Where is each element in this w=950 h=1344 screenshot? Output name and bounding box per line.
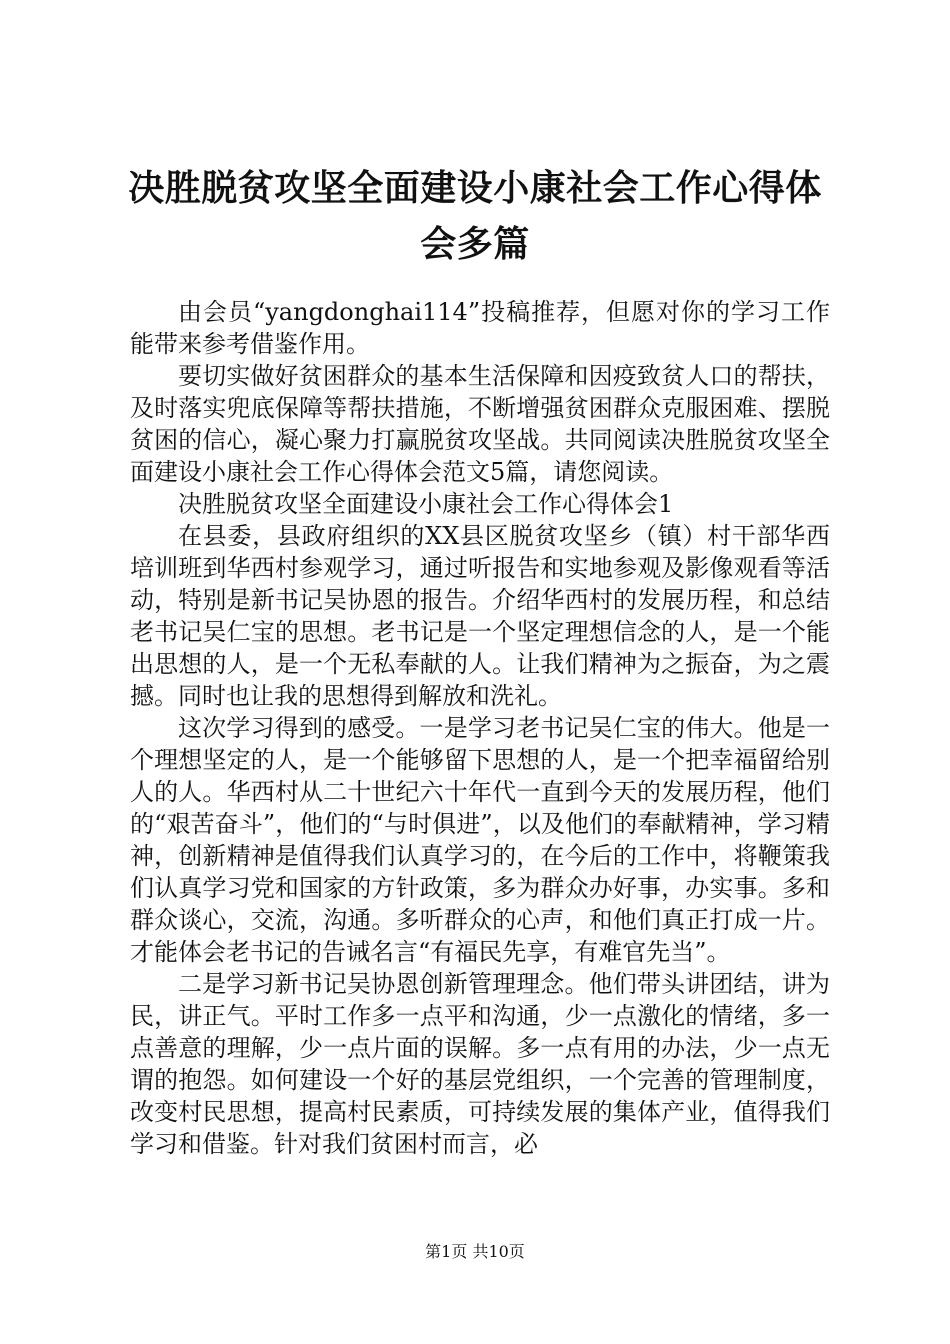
body-paragraph: 在县委，县政府组织的XX县区脱贫攻坚乡（镇）村干部华西培训班到华西村参观学习，通过听报告和实地参观及影像观看等活动，特别是新书记吴协恩的报告。介绍华西村的发展历程，和总结老书记吴仁宝的思想。老书记是一个坚定理想信念的人，是一个能出思想的人，是一个无私奉献的人。让我们精神为之振奋，为之震撼。同时也让我的思想得到解放和洗礼。 (130, 522, 830, 710)
document-title: 决胜脱贫攻坚全面建设小康社会工作心得体会多篇 (128, 167, 822, 265)
body-paragraph: 二是学习新书记吴协恩创新管理理念。他们带头讲团结，讲为民，讲正气。平时工作多一点平和沟通，少一点激化的情绪，多一点善意的理解，少一点片面的误解。多一点有用的办法，少一点无谓的抱怨。如何建设一个好的基层党组织，一个完善的管理制度，改变村民思想，提高村民素质，可持续发展的集体产业，值得我们学习和借鉴。针对我们贫困村而言，必 (130, 970, 830, 1158)
intro-paragraph: 由会员“yangdonghai114”投稿推荐，但愿对你的学习工作能带来参考借鉴作用。 (130, 298, 830, 358)
document-body (130, 296, 830, 1160)
section-heading: 决胜脱贫攻坚全面建设小康社会工作心得体会1 (178, 490, 674, 518)
summary-paragraph: 要切实做好贫困群众的基本生活保障和因疫致贫人口的帮扶，及时落实兜底保障等帮扶措施，不断增强贫困群众克服困难、摆脱贫困的信心，凝心聚力打赢脱贫攻坚战。共同阅读决胜脱贫攻坚全面建设小康社会工作心得体会范文5篇，请您阅读。 (130, 362, 830, 486)
page-number-footer: 第1页 共10页 (425, 1242, 525, 1261)
body-paragraph: 这次学习得到的感受。一是学习老书记吴仁宝的伟大。他是一个理想坚定的人，是一个能够留下思想的人，是一个把幸福留给别人的人。华西村从二十世纪六十年代一直到今天的发展历程，他们的“艰苦奋斗”，他们的“与时俱进”，以及他们的奉献精神，学习精神，创新精神是值得我们认真学习的，在今后的工作中，将鞭策我们认真学习党和国家的方针政策，多为群众办好事，办实事。多和群众谈心，交流，沟通。多听群众的心声，和他们真正打成一片。才能体会老书记的告诫名言“有福民先享，有难官先当”。 (130, 714, 830, 966)
